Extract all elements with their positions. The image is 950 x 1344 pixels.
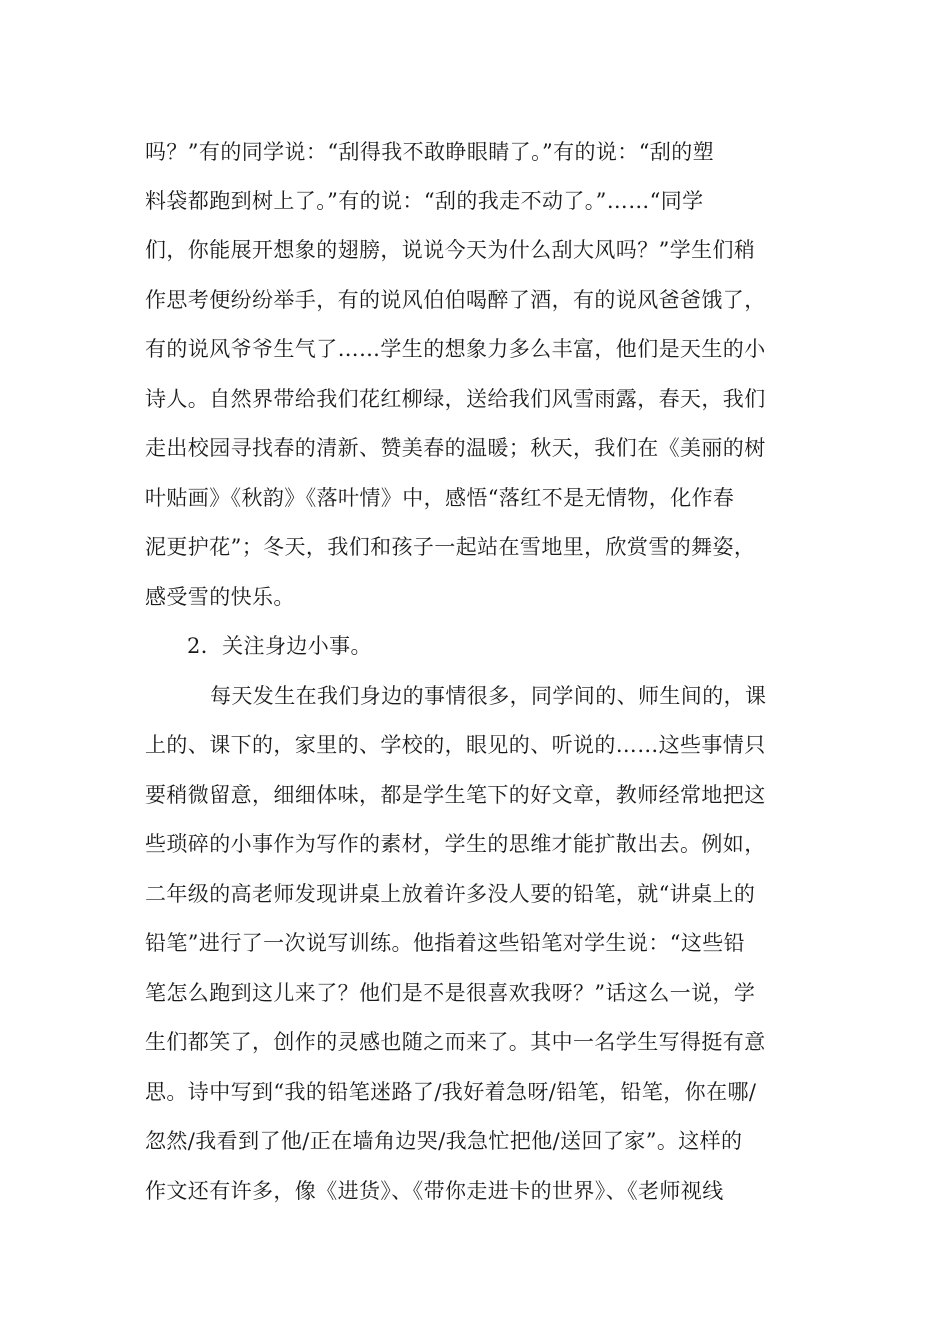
paragraph-2-line-11: 作文还有许多，像《进货》、《带你走进卡的世界》、《老师视线	[145, 1179, 724, 1203]
paragraph-2-line-10: 忽然/我看到了他/正在墙角边哭/我急忙把他/送回了家”。这样的	[145, 1129, 743, 1153]
paragraph-2-line-5: 二年级的高老师发现讲桌上放着许多没人要的铅笔，就“讲桌上的	[145, 882, 756, 906]
paragraph-2-line-6: 铅笔”进行了一次说写训练。他指着这些铅笔对学生说：“这些铅	[145, 931, 746, 955]
paragraph-2-line-3: 要稍微留意，细细体味，都是学生笔下的好文章，教师经常地把这	[145, 783, 766, 807]
paragraph-2-line-7: 笔怎么跑到这儿来了？他们是不是很喜欢我呀？”话这么一说，学	[145, 981, 756, 1005]
paragraph-1-line-10: 感受雪的快乐。	[145, 585, 295, 609]
paragraph-1-line-5: 有的说风爷爷生气了……学生的想象力多么丰富，他们是天生的小	[145, 337, 766, 361]
paragraph-1-line-6: 诗人。自然界带给我们花红柳绿，送给我们风雪雨露，春天，我们	[145, 387, 766, 411]
paragraph-1-line-9: 泥更护花”；冬天，我们和孩子一起站在雪地里，欣赏雪的舞姿，	[145, 535, 756, 559]
paragraph-1-line-3: 们，你能展开想象的翅膀，说说今天为什么刮大风吗？”学生们稍	[145, 238, 756, 262]
paragraph-1-line-8: 叶贴画》《秋韵》《落叶情》中，感悟“落红不是无情物，化作春	[145, 486, 735, 510]
paragraph-2-line-2: 上的、课下的，家里的、学校的，眼见的、听说的……这些事情只	[145, 733, 766, 757]
paragraph-1-line-7: 走出校园寻找春的清新、赞美春的温暖；秋天，我们在《美丽的树	[145, 436, 766, 460]
paragraph-2-line-1: 每天发生在我们身边的事情很多，同学间的、师生间的，课	[210, 684, 767, 708]
paragraph-1-line-2: 料袋都跑到树上了。”有的说：“刮的我走不动了。”……“同学	[145, 189, 704, 213]
paragraph-2-line-8: 生们都笑了，创作的灵感也随之而来了。其中一名学生写得挺有意	[145, 1030, 766, 1054]
section-heading: 2．关注身边小事。	[187, 634, 372, 658]
paragraph-1-line-4: 作思考便纷纷举手，有的说风伯伯喝醉了酒，有的说风爸爸饿了，	[145, 288, 766, 312]
paragraph-2-line-9: 思。诗中写到“我的铅笔迷路了/我好着急呀/铅笔，铅笔，你在哪/	[145, 1080, 757, 1104]
paragraph-2-line-4: 些琐碎的小事作为写作的素材，学生的思维才能扩散出去。例如，	[145, 832, 766, 856]
paragraph-1-line-1: 吗？”有的同学说：“刮得我不敢睁眼睛了。”有的说：“刮的塑	[145, 140, 715, 164]
